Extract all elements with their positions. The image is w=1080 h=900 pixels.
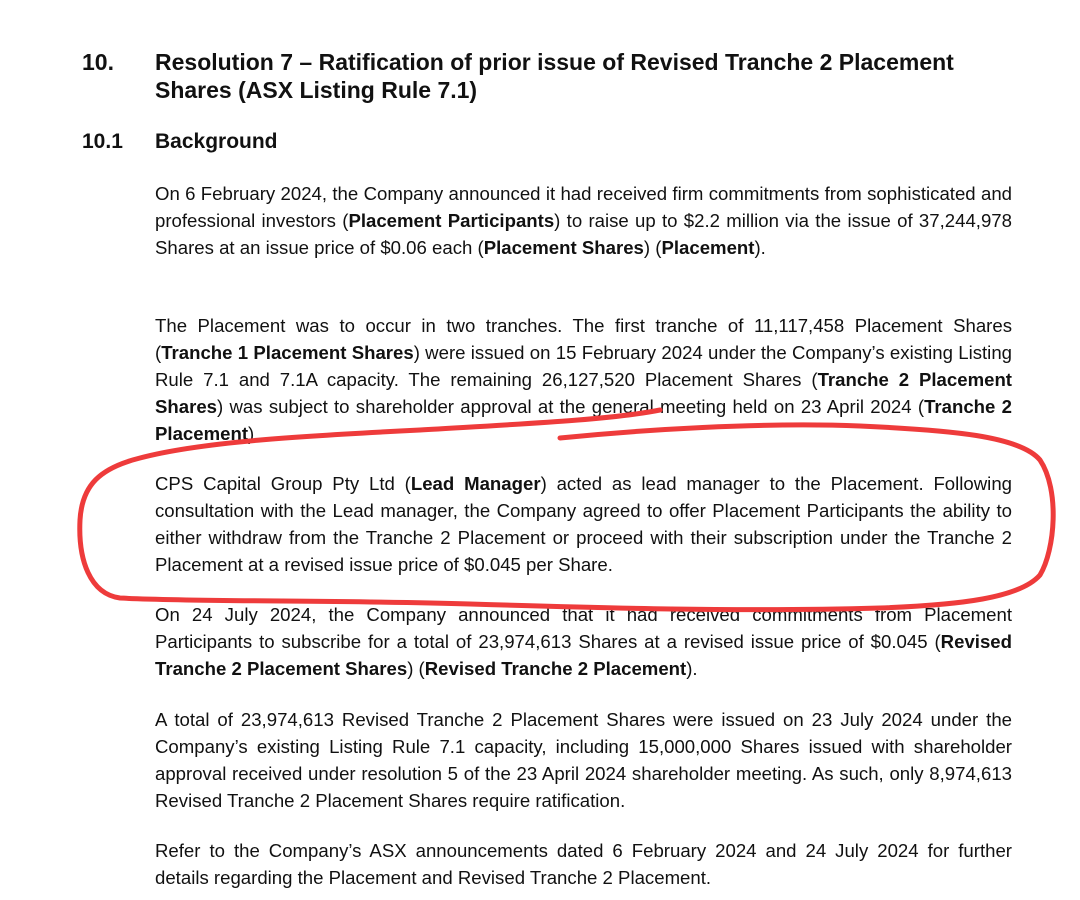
text-run: The Placement was to occur in two tranches. The first tranche of 11,117,458 Placement Shares (	[155, 315, 1012, 363]
text-run: A total of 23,974,613 Revised Tranche 2 Placement Shares were issued on 23 July 2024 under the Company’s existing Listing Rule 7.1 capacity, including 15,000,000 Shares issued with shareholder approval received under resolution 5 of the 23 April 2024 shareholder meeting. As such, only 8,974,613 Revised Tranche 2 Placement Shares require ratification.	[155, 709, 1012, 811]
text-run: ) (	[407, 658, 425, 679]
text-run: ) to raise up to $2.2 million via the issue of 37,244,978 Shares at an issue price of $0.06 each (	[155, 210, 1012, 258]
text-run: ) was subject to shareholder approval at the general meeting held on 23 April 2024 (	[217, 396, 925, 417]
text-run: ) (	[643, 237, 662, 258]
defined-term: Tranche 1 Placement Shares	[161, 342, 414, 363]
defined-term: Placement Shares	[483, 237, 644, 258]
paragraph-tranches	[155, 312, 1012, 447]
defined-term: Revised Tranche 2 Placement Shares	[155, 631, 1012, 679]
subsection-title: Background	[155, 130, 278, 153]
paragraph-ratification	[155, 706, 1012, 814]
defined-term: Lead Manager	[410, 473, 541, 494]
text-run: Refer to the Company’s ASX announcements dated 6 February 2024 and 24 July 2024 for further details regarding the Placement and Revised Tranche 2 Placement.	[155, 840, 1012, 888]
text-run: ) were issued on 15 February 2024 under the Company’s existing Listing Rule 7.1 and 7.1A capacity. The remaining 26,127,520 Placement Shares (	[155, 342, 1012, 390]
text-run: On 6 February 2024, the Company announced it had received firm commitments from sophisticated and professional investors (	[155, 183, 1012, 231]
paragraph-placement-announcement	[155, 180, 1012, 261]
paragraph-lead-manager	[155, 470, 1012, 578]
defined-term: Placement	[661, 237, 755, 258]
defined-term: Tranche 2 Placement Shares	[155, 369, 1012, 417]
text-run: ).	[686, 658, 698, 679]
paragraph-revised-commitments	[155, 601, 1012, 682]
text-run: On 24 July 2024, the Company announced that it had received commitments from Placement Participants to subscribe for a total of 23,974,613 Shares at a revised issue price of $0.045 (	[155, 604, 1012, 652]
text-run: CPS Capital Group Pty Ltd (	[155, 473, 411, 494]
section-title: Resolution 7 – Ratification of prior issue of Revised Tranche 2 Placement Shares (ASX Listing Rule 7.1)	[155, 49, 954, 103]
subsection-number: 10.1	[82, 130, 123, 153]
defined-term: Tranche 2 Placement	[155, 396, 1012, 444]
text-run: ) acted as lead manager to the Placement. Following consultation with the Lead manager, the Company agreed to offer Placement Participants the ability to either withdraw from the Tranche 2 Placement or proceed with their subscription under the Tranche 2 Placement at a revised issue price of $0.045 per Share.	[155, 473, 1012, 575]
section-number: 10.	[82, 49, 114, 75]
text-run: ).	[248, 423, 260, 444]
defined-term: Placement Participants	[348, 210, 555, 231]
text-run: ).	[754, 237, 766, 258]
defined-term: Revised Tranche 2 Placement	[424, 658, 687, 679]
paragraph-references	[155, 837, 1012, 891]
